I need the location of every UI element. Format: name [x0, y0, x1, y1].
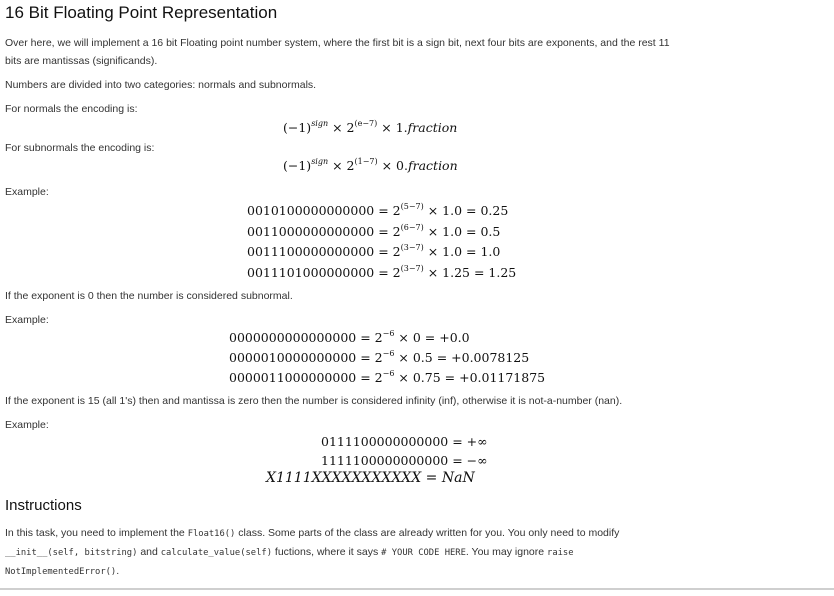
equals-sign: = — [421, 470, 442, 486]
instructions-heading: Instructions — [5, 497, 82, 514]
example-equation — [229, 350, 529, 365]
intro-line-2: bits are mantissas (significands). — [5, 55, 158, 67]
categories-text: Numbers are divided into two categories: normals and subnormals. — [5, 79, 317, 91]
exponent: (3−7) — [400, 264, 424, 273]
exponent: −6 — [382, 329, 395, 338]
inline-code: calculate_value(self) — [160, 548, 272, 558]
exponent: (6−7) — [400, 223, 424, 232]
bit-string: 0000010000000000 — [229, 350, 357, 365]
inline-code: Float16() — [187, 529, 236, 539]
inline-code: NotImplementedError() — [5, 567, 117, 577]
equals-base: = 2 — [374, 203, 401, 218]
instructions-text: . You may ignore — [465, 546, 548, 558]
intro-paragraph — [5, 34, 670, 70]
formula-times: × 2 — [328, 120, 355, 135]
example-equation — [247, 224, 500, 239]
bit-string: 0000000000000000 — [229, 330, 357, 345]
result: = +∞ — [448, 434, 488, 449]
subnormals-formula — [283, 158, 458, 173]
formula-times: × 2 — [328, 158, 355, 173]
result: × 0.5 = +0.0078125 — [394, 350, 530, 365]
result: × 1.0 = 0.25 — [423, 203, 509, 218]
instructions-text: and — [137, 546, 161, 558]
instructions-paragraph — [5, 524, 705, 581]
formula-tail: × 0. — [377, 158, 408, 173]
bottom-divider — [0, 588, 834, 590]
equals-base: = 2 — [356, 370, 383, 385]
bit-string: 0011100000000000 — [247, 244, 375, 259]
instructions-text: . — [116, 565, 120, 577]
equals-base: = 2 — [356, 330, 383, 345]
example-equation — [247, 244, 500, 259]
formula-tail: × 1. — [377, 120, 408, 135]
nan-equation — [266, 470, 475, 486]
infinity-note: If the exponent is 15 (all 1's) then and mantissa is zero then the number is considered infinity (inf), otherwise it is not-a-number (nan). — [5, 395, 623, 407]
formula-power-exponent: (e−7) — [354, 119, 378, 128]
inline-code: raise — [547, 548, 574, 558]
equals-base: = 2 — [374, 244, 401, 259]
bit-string: 0000011000000000 — [229, 370, 357, 385]
formula-power-exponent: (1−7) — [354, 157, 378, 166]
exponent: −6 — [382, 369, 395, 378]
example-equation — [229, 330, 470, 345]
intro-line-1: Over here, we will implement a 16 bit Floating point number system, where the first bit is a sign bit, next four bits are exponents, and the rest 11 — [5, 37, 670, 49]
instructions-text: fuctions, where it says — [272, 546, 382, 558]
instructions-text: class. Some parts of the class are already written for you. You only need to modify — [235, 527, 620, 539]
page-title: 16 Bit Floating Point Representation — [5, 3, 278, 22]
example-label: Example: — [5, 186, 49, 198]
subnormals-text: For subnormals the encoding is: — [5, 142, 155, 154]
result: × 1.0 = 1.0 — [423, 244, 501, 259]
equals-base: = 2 — [356, 350, 383, 365]
example-equation — [247, 203, 508, 218]
result: NaN — [441, 470, 475, 486]
example-equation — [229, 370, 545, 385]
normals-formula — [283, 120, 457, 135]
equals-base: = 2 — [374, 224, 401, 239]
bit-string: 0010100000000000 — [247, 203, 375, 218]
subnormal-note: If the exponent is 0 then the number is considered subnormal. — [5, 290, 293, 302]
exponent: (3−7) — [400, 243, 424, 252]
example-equation — [321, 453, 488, 468]
formula-base: (−1) — [283, 158, 312, 173]
bit-string: 1111100000000000 — [321, 453, 449, 468]
bit-string: 0011101000000000 — [247, 265, 375, 280]
formula-fraction: fraction — [407, 120, 458, 135]
formula-fraction: fraction — [407, 158, 458, 173]
inline-code: __init__(self, bitstring) — [5, 548, 138, 558]
example-equation — [247, 265, 516, 280]
exponent: (5−7) — [400, 202, 424, 211]
bit-string: 0111100000000000 — [321, 434, 449, 449]
formula-sign-exponent: sign — [311, 157, 329, 166]
bit-string: X1111XXXXXXXXXXX — [266, 470, 422, 486]
result: × 0 = +0.0 — [394, 330, 470, 345]
bit-string: 0011000000000000 — [247, 224, 375, 239]
normals-text: For normals the encoding is: — [5, 103, 138, 115]
example-label: Example: — [5, 419, 49, 431]
exponent: −6 — [382, 349, 395, 358]
equals-base: = 2 — [374, 265, 401, 280]
formula-sign-exponent: sign — [311, 119, 329, 128]
example-equation — [321, 434, 488, 449]
result: × 0.75 = +0.01171875 — [394, 370, 546, 385]
result: = −∞ — [448, 453, 488, 468]
instructions-text: In this task, you need to implement the — [5, 527, 188, 539]
result: × 1.0 = 0.5 — [423, 224, 501, 239]
inline-code: # YOUR CODE HERE — [381, 548, 466, 558]
example-label: Example: — [5, 314, 49, 326]
formula-base: (−1) — [283, 120, 312, 135]
result: × 1.25 = 1.25 — [423, 265, 517, 280]
